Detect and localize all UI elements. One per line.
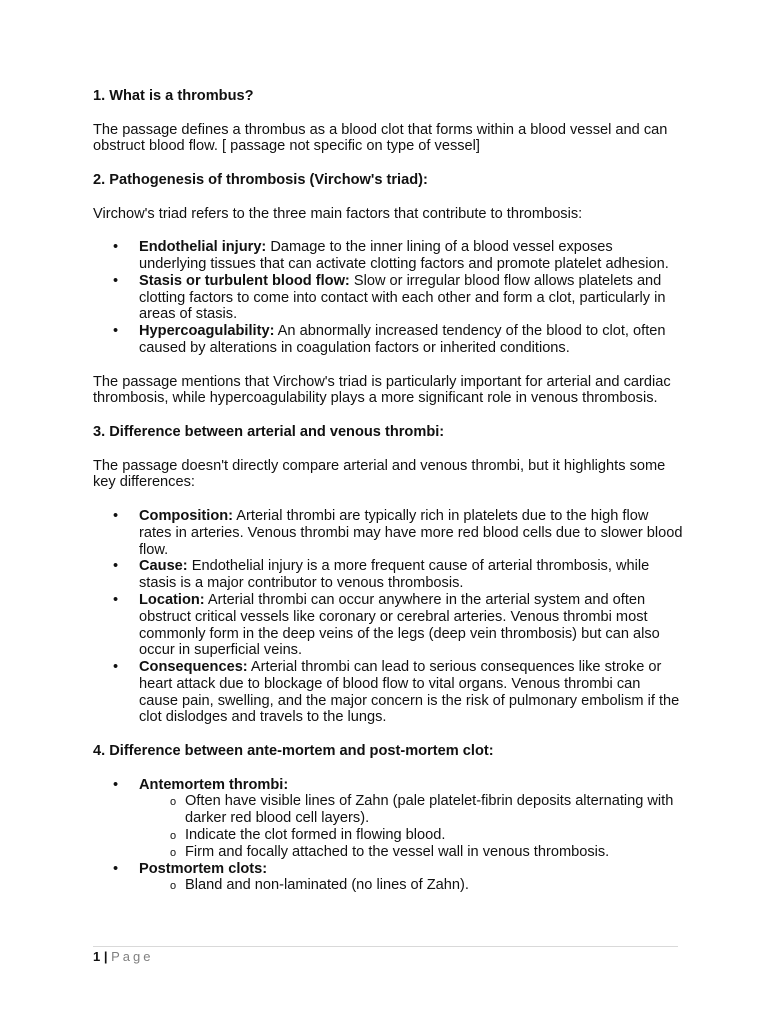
- list-item-term: Consequences:: [139, 659, 248, 676]
- section-2-outro: The passage mentions that Virchow's triad is particularly important for arterial and cardiac thrombosis, while hypercoagulability plays a more significant role in venous thrombosis.: [93, 373, 671, 407]
- page-number: 1: [93, 949, 101, 964]
- list-item-term: Endothelial injury:: [139, 239, 267, 256]
- section-2-intro: Virchow's triad refers to the three main factors that contribute to thrombosis:: [93, 205, 583, 222]
- list-item-term: Postmortem clots:: [139, 860, 268, 877]
- list-item-text: Arterial thrombi can lead to serious consequences like stroke or heart attack due to blockage of blood flow to vital organs. Venous thrombi can cause pain, swelling, and the major concern is the risk of pulmonary embolism if the clot dislodges and travels to the lungs.: [139, 659, 680, 726]
- list-item: [93, 777, 683, 861]
- list-item: [93, 592, 683, 659]
- list-item-text: Slow or irregular blood flow allows platelets and clotting factors to come into contact with each other and form a clot, particularly in areas of stasis.: [139, 272, 666, 323]
- footer-separator: |: [103, 949, 108, 964]
- sublist-item: o Indicate the clot formed in flowing blood.: [139, 827, 683, 844]
- list-item: [93, 861, 683, 895]
- section-4-heading: 4. Difference between ante-mortem and post-mortem clot:: [93, 743, 494, 760]
- postmortem-sublist: [139, 877, 683, 894]
- list-item-text: An abnormally increased tendency of the blood to clot, often caused by alterations in coagulation factors or inherited conditions.: [139, 323, 666, 356]
- list-item-term: Antemortem thrombi:: [139, 776, 289, 793]
- list-item-term: Location:: [139, 591, 205, 608]
- list-item: [93, 273, 683, 323]
- section-3-heading: 3. Difference between arterial and venous thrombi:: [93, 423, 445, 440]
- sublist-item: o Bland and non-laminated (no lines of Zahn).: [139, 877, 683, 894]
- list-item-term: Stasis or turbulent blood flow:: [139, 272, 350, 289]
- list-item-term: Composition:: [139, 507, 234, 524]
- list-item-term: Hypercoagulability:: [139, 323, 275, 340]
- list-item-text: Arterial thrombi are typically rich in platelets due to the high flow rates in arteries. Venous thrombi may have more red blood cells due to slower blood flow.: [139, 507, 683, 558]
- list-item-text: Arterial thrombi can occur anywhere in the arterial system and often obstruct critical vessels like coronary or cerebral arteries. Venous thrombi most commonly form in the deep veins of the legs (deep vein thrombosis) but can also occur in superficial veins.: [139, 591, 660, 659]
- section-1-paragraph: The passage defines a thrombus as a blood clot that forms within a blood vessel and can obstruct blood flow. [ passage not specific on type of vessel]: [93, 121, 668, 155]
- sublist-item: o Firm and focally attached to the vessel wall in venous thrombosis.: [139, 844, 683, 861]
- list-item: [93, 508, 683, 558]
- list-item: [93, 558, 683, 592]
- page-label: Page: [111, 949, 154, 964]
- section-2-heading: 2. Pathogenesis of thrombosis (Virchow's triad):: [93, 171, 428, 188]
- thrombi-differences-list: [93, 508, 683, 726]
- document-body: [93, 88, 683, 894]
- antemortem-sublist: [139, 793, 683, 860]
- page-footer: [93, 946, 678, 965]
- section-1-heading: 1. What is a thrombus?: [93, 88, 254, 104]
- list-item: [93, 659, 683, 726]
- virchow-triad-list: [93, 239, 683, 357]
- list-item-text: Damage to the inner lining of a blood vessel exposes underlying tissues that can activate clotting factors and promote platelet adhesion.: [139, 239, 669, 272]
- sublist-item: o Often have visible lines of Zahn (pale platelet-fibrin deposits alternating with darker red blood cell layers).: [139, 793, 683, 827]
- list-item: [93, 323, 683, 357]
- list-item: [93, 239, 683, 273]
- list-item-text: Endothelial injury is a more frequent cause of arterial thrombosis, while stasis is a major contributor to venous thrombosis.: [139, 558, 650, 592]
- clot-types-list: [93, 777, 683, 895]
- section-3-intro: The passage doesn't directly compare arterial and venous thrombi, but it highlights some key differences:: [93, 457, 666, 491]
- list-item-term: Cause:: [139, 558, 188, 575]
